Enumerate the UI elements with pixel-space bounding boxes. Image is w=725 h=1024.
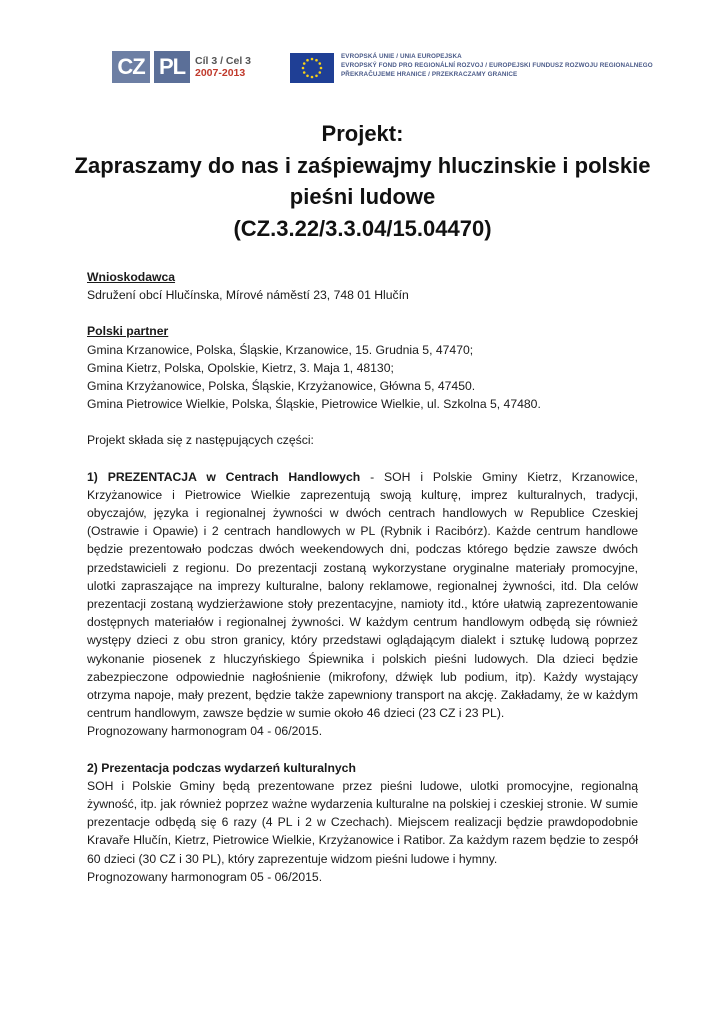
title-line1: Projekt: (321, 121, 404, 146)
czpl-logo (112, 50, 251, 84)
czpl-logo-cz: CZ (112, 51, 150, 83)
eu-flag-icon (290, 53, 334, 83)
section1-heading: 1) PREZENTACJA w Centrach Handlowych (87, 469, 361, 484)
czpl-logo-text (195, 55, 251, 79)
applicant-text: Sdružení obcí Hlučínska, Mírové náměstí 23, 748 01 Hlučín (87, 288, 409, 303)
section1-schedule: Prognozowany harmonogram 04 - 06/2015. (87, 724, 323, 739)
eu-text-line1: EVROPSKÁ UNIE / UNIA EUROPEJSKA (341, 53, 462, 60)
czpl-logo-line1: Cíl 3 / Cel 3 (195, 55, 252, 67)
czpl-logo-line2: 2007-2013 (195, 67, 246, 79)
partner-line: Gmina Krzanowice, Polska, Śląskie, Krzanowice, 15. Grudnia 5, 47470; (87, 342, 474, 357)
applicant-heading: Wnioskodawca (87, 270, 176, 284)
section2-text: SOH i Polskie Gminy będą prezentowane przez pieśni ludowe, ulotki promocyjne, regionalną żywność, itp. jak również poprzez ważne wydarzenia kulturalne na polskiej i czeskiej stronie. W sumie prezentacje odbędą się 6 razy (4 PL i 2 w Czechach). Miejscem realizacji będzie prawdopodobnie Kravaře Hlučín, Kietrz, Pietrowice Wielkie, Krzyżanowice i Ratibor. Za każdym razem będzie to zespół 60 dzieci (30 CZ i 30 PL), który zaprezentuje widzom pieśni ludowe i hymny. (87, 778, 638, 866)
eu-text-line3: PŘEKRAČUJEME HRANICE / PRZEKRACZAMY GRANICE (341, 71, 518, 78)
section2-schedule: Prognozowany harmonogram 05 - 06/2015. (87, 869, 323, 884)
partner-line: Gmina Krzyżanowice, Polska, Śląskie, Krzyżanowice, Główna 5, 47450. (87, 379, 476, 394)
partner-heading: Polski partner (87, 324, 169, 339)
document-title (60, 118, 665, 244)
eu-fund-text (341, 52, 653, 79)
czpl-logo-pl: PL (154, 51, 190, 83)
title-line4: (CZ.3.22/3.3.04/15.04470) (233, 215, 492, 241)
section2-heading: 2) Prezentacja podczas wydarzeń kulturalnych (87, 760, 356, 775)
section1-text: - SOH i Polskie Gminy Kietrz, Krzanowice, Krzyżanowice i Pietrowice Wielkie zaprezentują swoją kulturę, imprez kulturalnych, tradycji, obyczajów, języka i regionalnej żywności w dwóch centrach handlowych w Republice Czeskiej (Ostrawie i Opawie) i 2 centrach handlowych w PL (Rybnik i Racibórz). Każde centrum handlowe będzie prezentowało podczas dwóch weekendowych dni, podczas którego będzie zawsze dwóch przedstawicieli z regionu. Do prezentacji zostaną wykorzystane oryginalne materiały promocyjne, ulotki zapraszające na imprezy kulturalne, balony reklamowe, regionalnej żywności, itd. Dla celów prezentacji zostaną wydzierżawione stoły prezentacyjne, namioty itd., które ułatwią zaprezentowanie dostępnych materiałów i regionalnej żywności. W każdym centrum handlowym odbędą się również występy dzieci z obu stron granicy, który przedstawi oglądającym dialekt i sztukę ludową poprzez wykonanie piosenek z hluczyńskiego Śpiewnika i polskich pieśni ludowych. Dla dzieci będzie zabezpieczone odpowiednie nagłośnienie (mikrofony, dźwięk lub podium, itp). Każdy wystający otrzyma napoje, mały prezent, będzie także zapewniony transport na akcję. Zakładamy, że w każdym centrum handlowym, zawsze będzie w sumie około 46 dzieci (23 CZ i 23 PL). (87, 469, 638, 721)
section1-paragraph (87, 468, 638, 723)
eu-text-line2: EVROPSKÝ FOND PRO REGIONÁLNÍ ROZVOJ / EUROPEJSKI FUNDUSZ ROZWOJU REGIONALNEGO (341, 62, 653, 69)
partner-line: Gmina Pietrowice Wielkie, Polska, Śląskie, Pietrowice Wielkie, ul. Szkolna 5, 47480. (87, 397, 541, 412)
intro-text: Projekt składa się z następujących części: (87, 433, 314, 448)
title-line2: Zapraszamy do nas i zaśpiewajmy hluczinskie i polskie (74, 152, 651, 178)
partner-line: Gmina Kietrz, Polska, Opolskie, Kietrz, 3. Maja 1, 48130; (87, 360, 394, 375)
title-line3: pieśni ludowe (289, 184, 436, 209)
document-body (87, 268, 638, 886)
